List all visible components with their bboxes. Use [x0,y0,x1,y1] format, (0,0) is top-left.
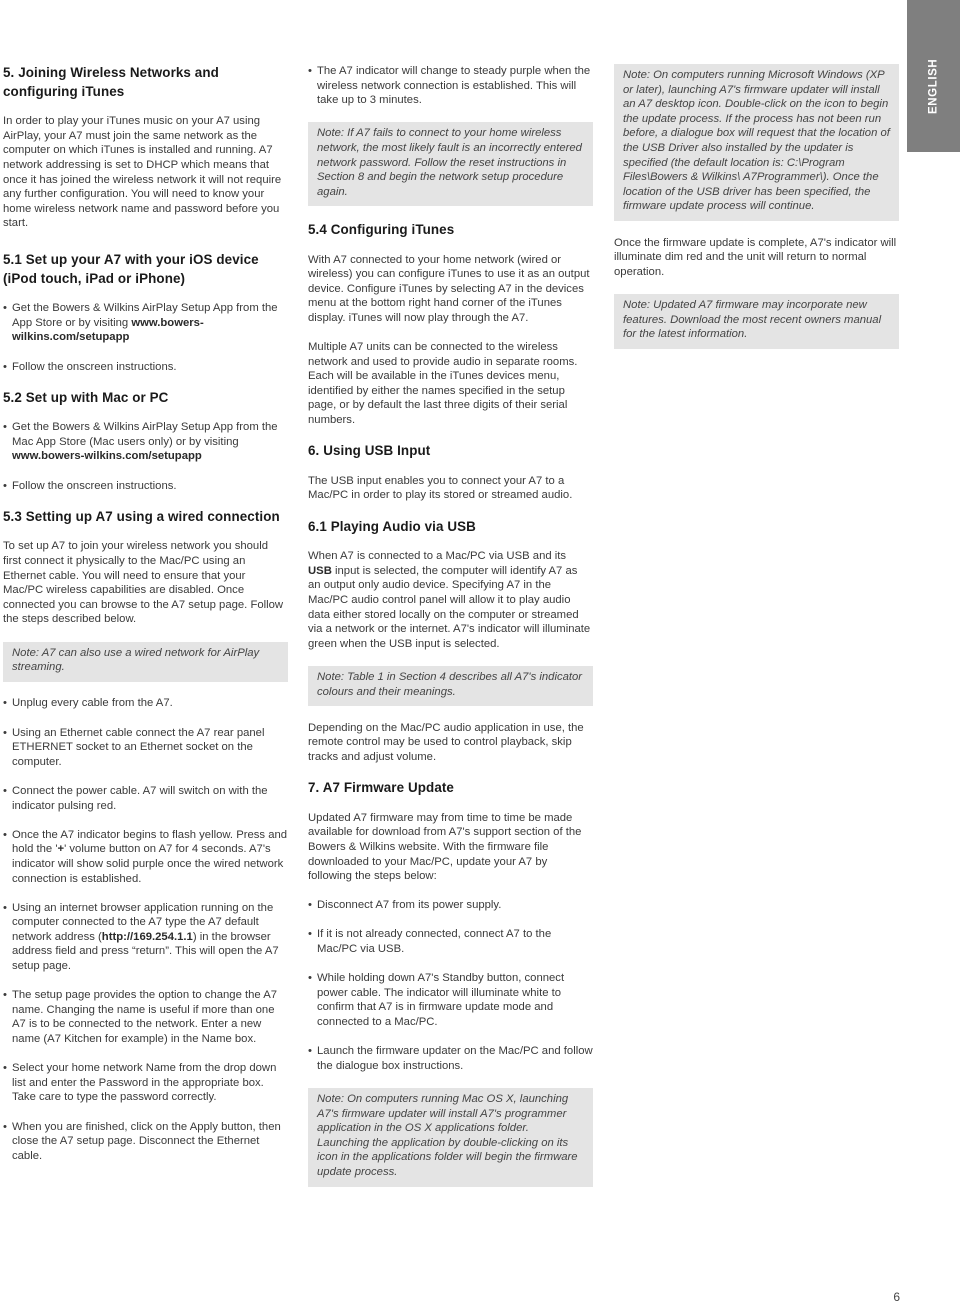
section-6-heading: 6. Using USB Input [308,443,431,459]
list-item: • The setup page provides the option to change the A7 name. Changing the name is useful if more than one A7 is to be connected to the network. Enter a new name (A7 Kitchen for example) in the Name box. [3,988,288,1046]
section-5-1-list [3,301,288,374]
list-item: • While holding down A7's Standby button, connect power cable. The indicator will illuminate white to confirm that A7 is in firmware update mode and connected to a Mac/PC. [308,971,593,1029]
section-7-list [308,898,593,1073]
section-5-intro: In order to play your iTunes music on your A7 using AirPlay, your A7 must join the same network as the computer on which iTunes is installed and running. A7 network addressing is set to DHCP which means that once it has joined the wireless network it will not require any further configuration. You will need to know your home wireless network name and password before you start. [3,115,282,230]
note-wired-airplay: Note: A7 can also use a wired network for AirPlay streaming. [3,642,288,682]
note-connection-fail: Note: If A7 fails to connect to your home wireless network, the most likely fault is an incorrectly entered network password. Follow the reset instructions in Section 8 and begin the network setup procedure again. [308,122,593,206]
page-number: 6 [893,1290,900,1304]
list-item: • Follow the onscreen instructions. [3,360,288,375]
column-left [3,64,288,1178]
section-5-2-list [3,420,288,493]
list-item: • Launch the firmware updater on the Mac/PC and follow the dialogue box instructions. [308,1044,593,1073]
section-6-1-para-2: Depending on the Mac/PC audio application in use, the remote control may be used to control playback, skip tracks and adjust volume. [308,721,584,763]
list-item: • Follow the onscreen instructions. [3,479,288,494]
list-item: • Select your home network Name from the drop down list and enter the Password in the appropriate box. Take care to type the password correctly. [3,1061,288,1105]
note-indicator-colours: Note: Table 1 in Section 4 describes all A7's indicator colours and their meanings. [308,666,593,706]
note-new-features: Note: Updated A7 firmware may incorporate new features. Download the most recent owners manual for the latest information. [614,294,899,349]
section-5-1-heading: 5.1 Set up your A7 with your iOS device (iPod touch, iPad or iPhone) [3,251,259,286]
section-5-4-para-2: Multiple A7 units can be connected to the wireless network and used to provide audio in separate rooms. Each will be available in the iTunes devices menu, identified by either the names specified in the setup page, or by default the last three digits of their serial numbers. [308,341,578,427]
list-item: • Unplug every cable from the A7. [3,696,288,711]
section-7-heading: 7. A7 Firmware Update [308,780,454,796]
section-5-4-para-1: With A7 connected to your home network (wired or wireless) you can configure iTunes to use it as an output device. Configure iTunes by selecting A7 in the devices menu at the bottom right hand corner of the iTunes display. iTunes will now play through the A7. [308,253,590,324]
language-tab-label: ENGLISH [927,58,940,114]
language-tab [907,0,960,152]
list-item: • If it is not already connected, connect A7 to the Mac/PC via USB. [308,927,593,956]
section-5-3-list [3,696,288,1163]
section-5-heading: 5. Joining Wireless Networks and configuring iTunes [3,65,219,99]
list-item: • Get the Bowers & Wilkins AirPlay Setup App from the Mac App Store (Mac users only) or by visiting www.bowers-wilkins.com/setupapp [3,420,288,464]
section-7-para-1: Updated A7 firmware may from time to time be made available for download from A7's support section of the Bowers & Wilkins website. With the firmware file downloaded to your Mac/PC, update your A7 by following the steps below: [308,811,582,883]
list-item: • When you are finished, click on the Apply button, then close the A7 setup page. Disconnect the Ethernet cable. [3,1120,288,1164]
list-item: • Get the Bowers & Wilkins AirPlay Setup App from the App Store or by visiting www.bowers-wilkins.com/setupapp [3,301,288,345]
note-mac-os-x: Note: On computers running Mac OS X, launching A7's firmware updater will install A7's programmer application in the OS X applications folder. Launching the application by double-clicking on its icon in the applications folder will begin the firmware update process. [308,1088,593,1187]
list-item: • Once the A7 indicator begins to flash yellow. Press and hold the '+' volume button on A7 for 4 seconds. A7's indicator will show solid purple once the wired network connection is established. [3,828,288,886]
list-item: • Using an Ethernet cable connect the A7 rear panel ETHERNET socket to an Ethernet socket on the computer. [3,726,288,770]
setup-app-link[interactable]: www.bowers-wilkins.com/setupapp [12,316,204,344]
list-item: • The A7 indicator will change to steady purple when the wireless network connection is established. This will take up to 3 minutes. [308,64,593,108]
column-right [614,64,899,363]
section-5-3-list-continued [308,64,593,108]
section-6-para: The USB input enables you to connect your A7 to a Mac/PC in order to play its stored or streamed audio. [308,474,573,502]
column-middle [308,64,593,1201]
list-item: • Disconnect A7 from its power supply. [308,898,593,913]
setup-app-link[interactable]: www.bowers-wilkins.com/setupapp [12,450,202,463]
note-windows: Note: On computers running Microsoft Windows (XP or later), launching A7's firmware updater will install an A7 desktop icon. Double-click on the icon to begin the update process. If the process has not been run before, a dialogue box will request that the location of the USB Driver also installed by the updater is specified (the default location is: C:\Program Files\Bowers & Wilkins\ A7Programmer\). Once the location of the USB driver has been specified, the firmware update process will continue. [614,64,899,221]
list-item: • Using an internet browser application running on the computer connected to the A7 type the A7 default network address (http://169.254.1.1) in the browser address field and press “return”. This will open the A7 setup page. [3,901,288,974]
section-5-3-heading: 5.3 Setting up A7 using a wired connection [3,508,280,524]
section-5-2-heading: 5.2 Set up with Mac or PC [3,389,169,405]
section-5-3-intro: To set up A7 to join your wireless network you should first connect it physically to the Mac/PC using an Ethernet cable. You will need to ensure that your Mac/PC wireless capabilities are disabled. Once connected you can browse to the A7 setup page. Follow the steps described below. [3,540,284,626]
section-6-1-para-1: When A7 is connected to a Mac/PC via USB and its USB input is selected, the computer will identify A7 as an output only audio device. Specifying A7 in the Mac/PC audio control panel will allow it to play audio data either stored locally on the computer or streamed via a network or the internet. A7's indicator will illuminate green when the USB input is selected. [308,550,591,650]
section-6-1-heading: 6.1 Playing Audio via USB [308,518,476,534]
list-item: • Connect the power cable. A7 will switch on with the indicator pulsing red. [3,784,288,813]
section-7-para-2: Once the firmware update is complete, A7's indicator will illuminate dim red and the unit will return to normal operation. [614,236,897,278]
section-5-4-heading: 5.4 Configuring iTunes [308,221,455,237]
